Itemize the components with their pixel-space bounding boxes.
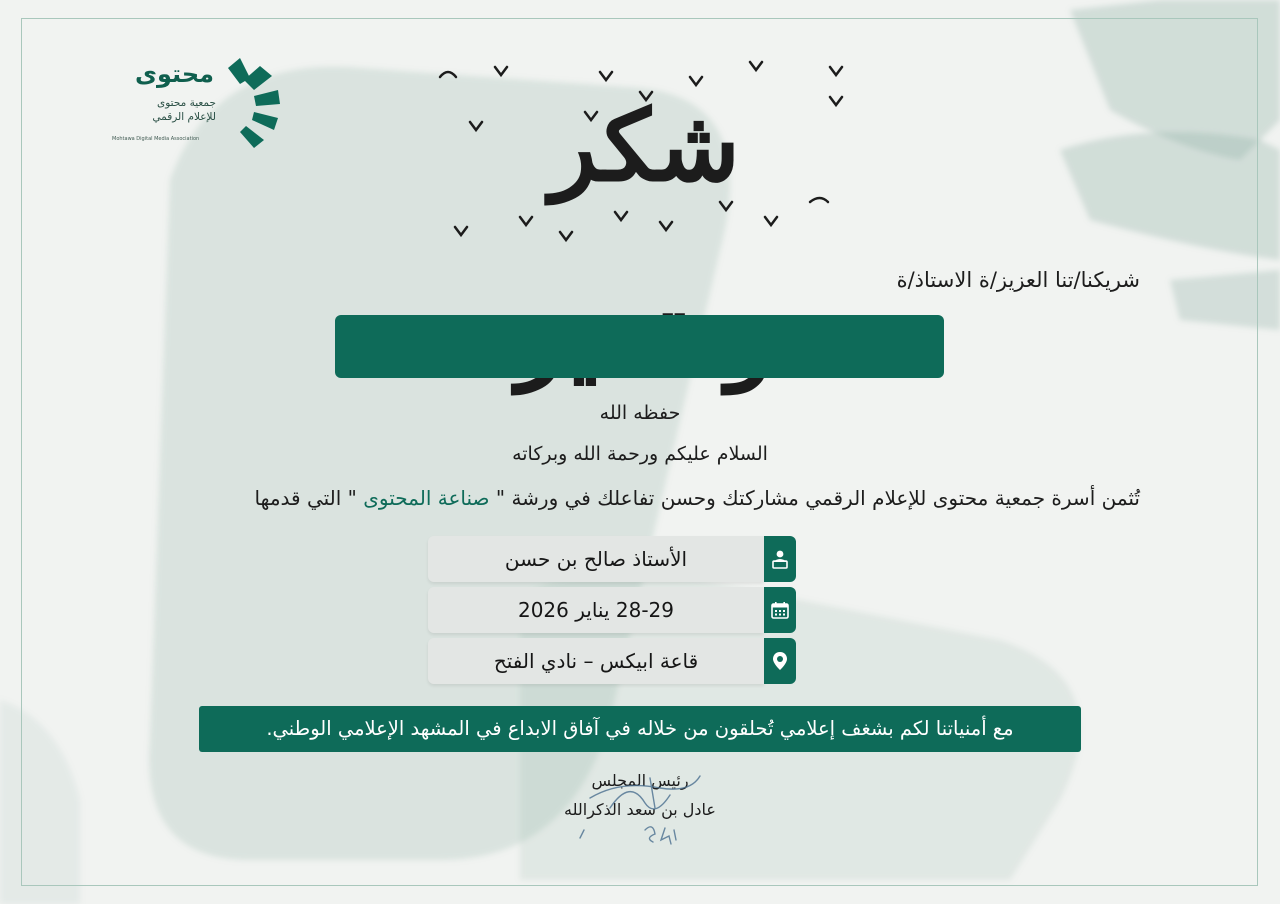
signatory-name: عادل بن سعد الذكرالله (564, 800, 716, 819)
logo-subtitle-line1: جمعية محتوى (157, 97, 216, 109)
calendar-icon-box (764, 587, 796, 633)
signatory-title: رئيس المجلس (591, 771, 689, 790)
recipient-label: شريكنا/تنا العزيز/ة الاستاذ/ة (896, 268, 1140, 292)
hafizahu-text: حفظه الله (599, 402, 681, 424)
body-text (255, 486, 1140, 510)
workshop-location: قاعة ابيكس – نادي الفتح (493, 649, 699, 673)
logo-name: محتوى (135, 60, 214, 88)
workshop-date: 28-29 يناير 2026 (517, 598, 675, 622)
greeting-text: السلام عليكم ورحمة الله وبركاته (512, 443, 768, 465)
location-pin-icon (770, 651, 790, 671)
recipient-name-field (335, 315, 944, 378)
info-row-presenter (428, 536, 796, 582)
wish-banner (199, 706, 1081, 752)
title-ornament (410, 52, 880, 262)
logo-subtitle (152, 96, 216, 124)
info-row-location (428, 638, 796, 684)
mohtawa-logo (112, 56, 282, 152)
body-text-after: " التي قدمها (254, 486, 364, 510)
body-text-before: تُثمن أسرة جمعية محتوى للإعلام الرقمي مشاركتك وحسن تفاعلك في ورشة " (489, 486, 1140, 510)
info-row-date (428, 587, 796, 633)
logo-english-name: Mohtawa Digital Media Association (112, 136, 200, 142)
presenter-icon (770, 549, 790, 569)
presenter-icon-box (764, 536, 796, 582)
workshop-name: صناعة المحتوى (363, 486, 490, 510)
logo-mark-icon (220, 56, 282, 148)
calendar-icon (770, 600, 790, 620)
handwritten-signature (570, 758, 720, 848)
wish-text: مع أمنياتنا لكم بشغف إعلامي تُحلقون من خلاله في آفاق الابداع في المشهد الإعلامي الوطني. (266, 717, 1014, 740)
location-icon-box (764, 638, 796, 684)
certificate-title: شكر (549, 89, 741, 204)
logo-subtitle-line2: للإعلام الرقمي (152, 111, 216, 123)
presenter-name: الأستاذ صالح بن حسن (504, 547, 688, 571)
